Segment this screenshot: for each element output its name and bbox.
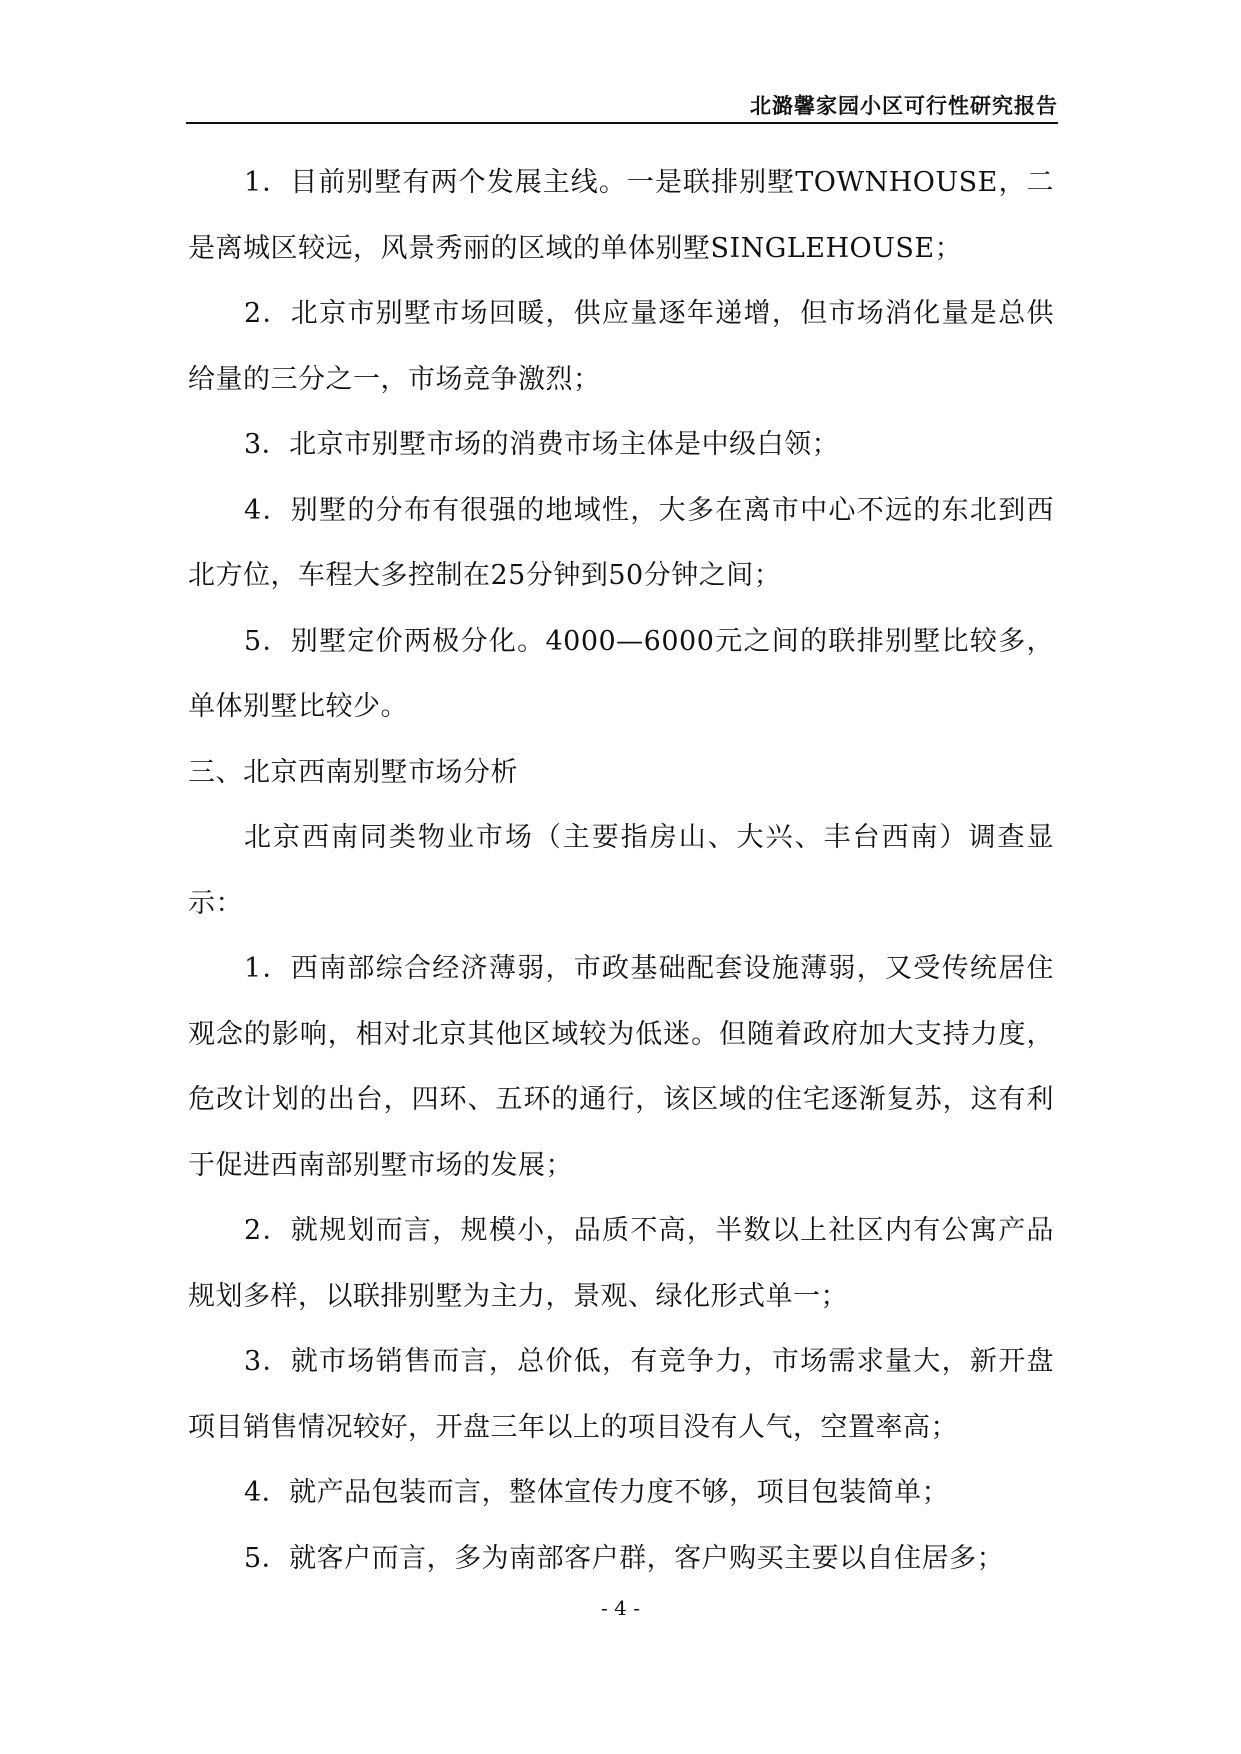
page-number: - 4 - (601, 1596, 640, 1620)
paragraph: 北京西南同类物业市场（主要指房山、大兴、丰台西南）调查显示： (188, 822, 1054, 919)
paragraph: 4．别墅的分布有很强的地域性，大多在离市中心不远的东北到西北方位，车程大多控制在25分钟到50分钟之间； (188, 494, 1054, 591)
paragraph: 5．别墅定价两极分化。4000—6000元之间的联排别墅比较多，单体别墅比较少。 (188, 625, 1054, 722)
paragraph: 2．就规划而言，规模小，品质不高，半数以上社区内有公寓产品规划多样，以联排别墅为主力，景观、绿化形式单一； (188, 1215, 1054, 1312)
running-header: 北潞馨家园小区可行性研究报告 (750, 94, 1058, 118)
paragraph: 3．就市场销售而言，总价低，有竞争力，市场需求量大，新开盘项目销售情况较好，开盘三年以上的项目没有人气，空置率高； (188, 1346, 1054, 1443)
header-rule (186, 122, 1058, 124)
paragraph: 5．就客户而言，多为南部客户群，客户购买主要以自住居多； (244, 1542, 1005, 1574)
paragraph: 4．就产品包装而言，整体宣传力度不够，项目包装简单； (244, 1477, 950, 1508)
paragraph: 2．北京市别墅市场回暖，供应量逐年递增，但市场消化量是总供给量的三分之一，市场竞争激烈； (188, 298, 1054, 395)
paragraph: 3．北京市别墅市场的消费市场主体是中级白领； (244, 429, 840, 460)
paragraph: 1．西南部综合经济薄弱，市政基础配套设施薄弱，又受传统居住观念的影响，相对北京其他区域较为低迷。但随着政府加大支持力度，危改计划的出台，四环、五环的通行，该区域的住宅逐渐复苏，这有利于促进西南部别墅市场的发展； (188, 953, 1054, 1181)
paragraph: 1．目前别墅有两个发展主线。一是联排别墅TOWNHOUSE，二是离城区较远，风景秀丽的区域的单体别墅SINGLEHOUSE； (188, 167, 1054, 264)
section-heading: 三、北京西南别墅市场分析 (188, 756, 518, 788)
body-text (188, 150, 1054, 1591)
